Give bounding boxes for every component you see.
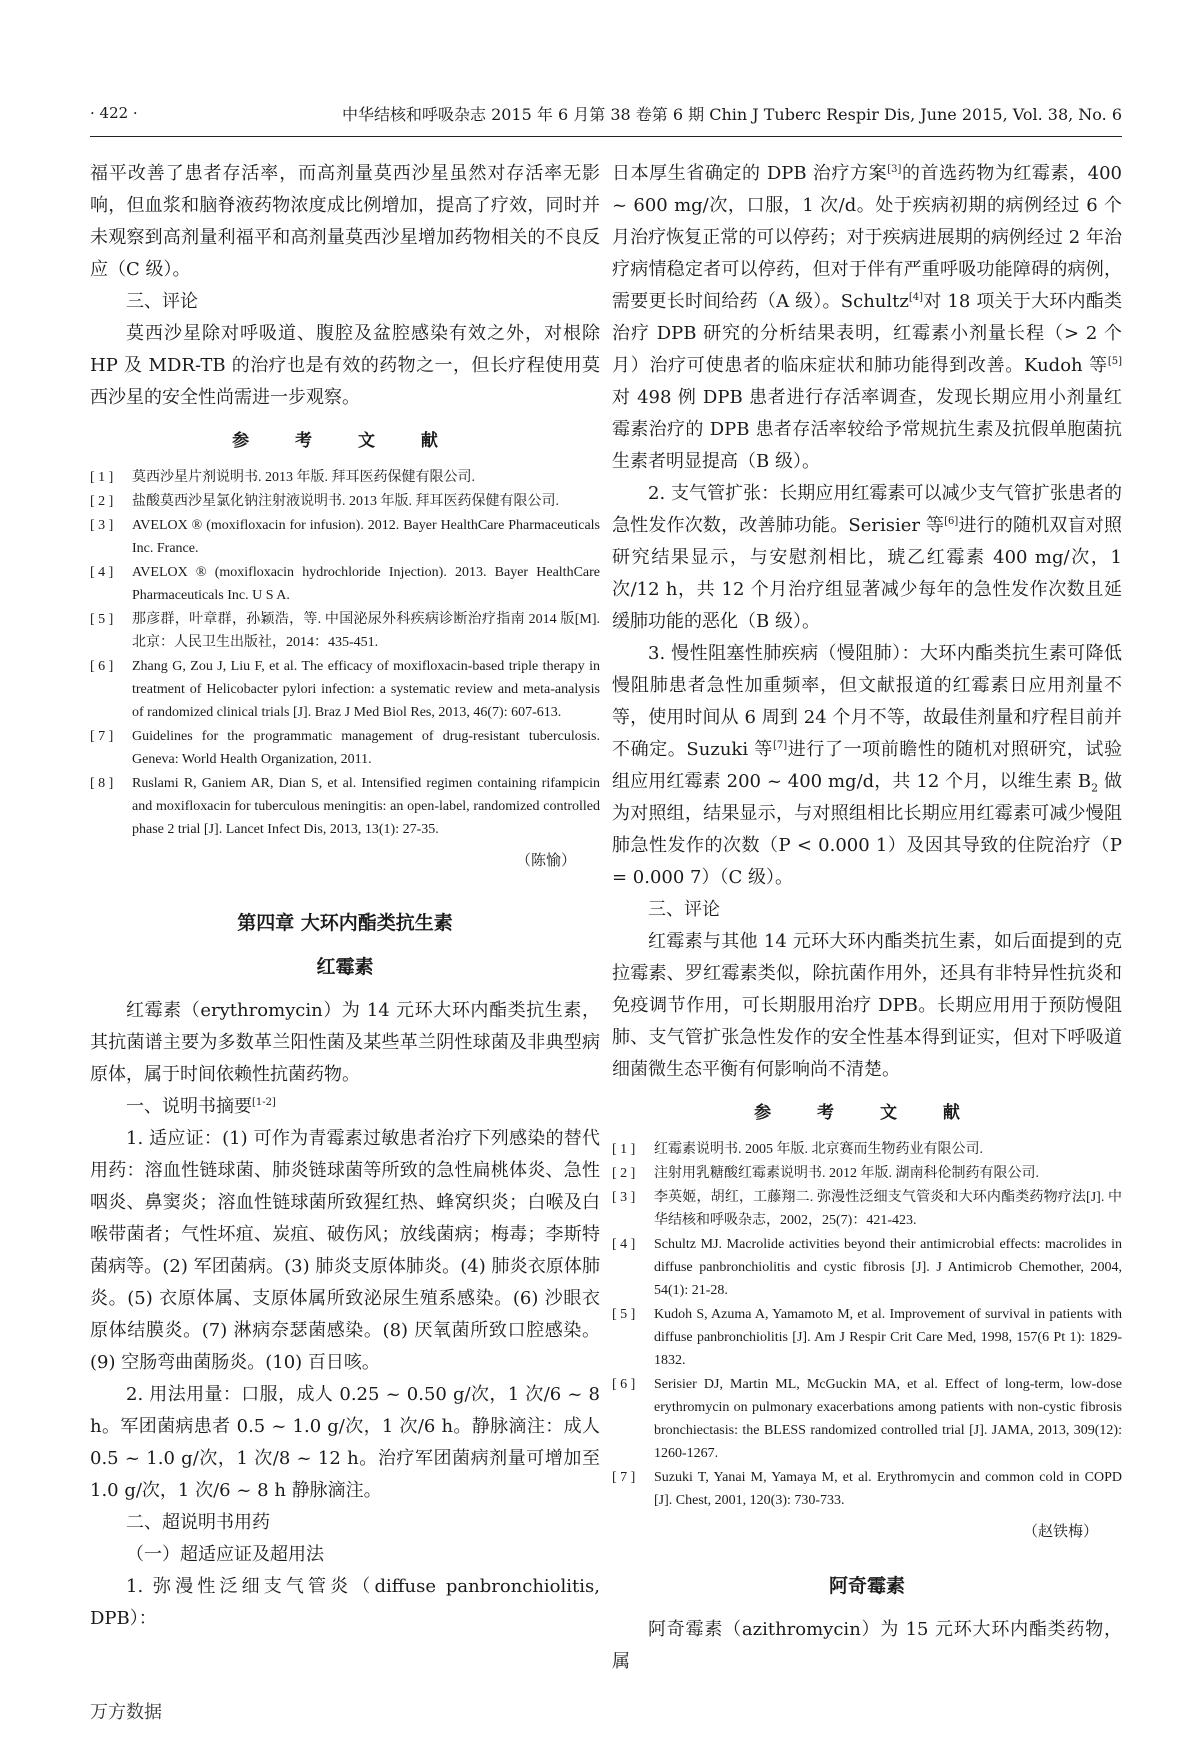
reference-list bbox=[90, 466, 600, 841]
paragraph: 福平改善了患者存活率，而高剂量莫西沙星虽然对存活率无影响，但血浆和脑脊液药物浓度成比例增加，提高了疗效，同时并未观察到高剂量利福平和高剂量莫西沙星增加药物相关的不良反应（C 级）。 bbox=[90, 163, 600, 280]
right-column bbox=[612, 158, 1122, 1678]
paragraph: 日本厚生省确定的 DPB 治疗方案[3]的首选药物为红霉素，400 ~ 600 mg/次，口服，1 次/d。处于疾病初期的病例经过 6 个月治疗恢复正常的可以停药；对于疾病进展期的病例经过 2 年治疗病情稳定者可以停药，但对于伴有严重呼吸功能障碍的病例，需要更长时间给药（A 级）。Schultz[4]对 18 项关于大环内酯类治疗 DPB 研究的分析结果表明，红霉素小剂量长程（> 2 个月）治疗可使患者的临床症状和肺功能得到改善。Kudoh 等[5]对 498 例 DPB 患者进行存活率调查，发现长期应用小剂量红霉素治疗的 DPB 患者存活率较给予常规抗生素及抗假单胞菌抗生素者明显提高（B 级）。 bbox=[612, 163, 1123, 472]
subsection-heading: （一）超适应证及超用法 bbox=[126, 1544, 324, 1565]
paragraph: 2. 用法用量：口服，成人 0.25 ~ 0.50 g/次，1 次/6 ~ 8 h。军团菌病患者 0.5 ~ 1.0 g/次，1 次/6 h。静脉滴注：成人 0.5 ~ 1.0 g/次，1 次/8 ~ 12 h。治疗军团菌病剂量可增加至 1.0 g/次，1 次/6 ~ 8 h 静脉滴注。 bbox=[90, 1384, 600, 1501]
left-column bbox=[90, 158, 600, 1635]
reference-item: [ 6 ] Zhang G, Zou J, Liu F, et al. The efficacy of moxifloxacin-based triple therapy in treatment of Helicobacter pylori infection: a systematic review and meta-analysis of randomized clinical trials [J]. Braz J Med Biol Res, 2013, 46(7): 607-613. bbox=[90, 659, 600, 720]
reference-item: [ 1 ] 莫西沙星片剂说明书. 2013 年版. 拜耳医药保健有限公司. bbox=[90, 470, 475, 485]
section-heading: 三、评论 bbox=[126, 291, 198, 312]
reference-item: [ 6 ] Serisier DJ, Martin ML, McGuckin MA, et al. Effect of long-term, low-dose erythromycin on pulmonary exacerbations among patients with non-cystic fibrosis bronchiectasis: the BLESS randomized controlled trial [J]. JAMA, 2013, 309(12): 1260-1267. bbox=[612, 1377, 1122, 1461]
reference-item: [ 4 ] Schultz MJ. Macrolide activities beyond their antimicrobial effects: macrolides in diffuse panbronchiolitis and cystic fibrosis [J]. J Antimicrob Chemother, 2004, 54(1): 21-28. bbox=[612, 1237, 1122, 1298]
reference-item: [ 2 ] 盐酸莫西沙星氯化钠注射液说明书. 2013 年版. 拜耳医药保健有限公司. bbox=[90, 494, 559, 509]
reference-list bbox=[612, 1138, 1122, 1512]
section-heading: 一、说明书摘要[1-2] bbox=[126, 1096, 276, 1117]
reference-item: [ 8 ] Ruslami R, Ganiem AR, Dian S, et al. Intensified regimen containing rifampicin and moxifloxacin for tuberculous meningitis: an open-label, randomized controlled phase 2 trial [J]. Lancet Infect Dis, 2013, 13(1): 27-35. bbox=[90, 776, 600, 837]
journal-citation: 中华结核和呼吸杂志 2015 年 6 月第 38 卷第 6 期 Chin J Tuberc Respir Dis, June 2015, Vol. 38, No. 6 bbox=[341, 105, 1122, 124]
paragraph: 1. 弥漫性泛细支气管炎（diffuse panbronchiolitis, DPB）： bbox=[90, 1576, 600, 1629]
references-title: 参 考 文 献 bbox=[754, 1103, 980, 1123]
reference-item: [ 7 ] Guidelines for the programmatic management of drug-resistant tuberculosis. Geneva: World Health Organization, 2011. bbox=[90, 729, 600, 767]
section-heading: 三、评论 bbox=[648, 899, 720, 920]
paragraph: 2. 支气管扩张：长期应用红霉素可以减少支气管扩张患者的急性发作次数，改善肺功能。Serisier 等[6]进行的随机双盲对照研究结果显示，与安慰剂相比，琥乙红霉素 400 mg/次，1 次/12 h，共 12 个月治疗组显著减少每年的急性发作次数且延缓肺功能的恶化（B 级）。 bbox=[612, 483, 1122, 632]
paragraph: 红霉素（erythromycin）为 14 元环大环内酯类抗生素，其抗菌谱主要为多数革兰阳性菌及某些革兰阴性球菌及非典型病原体，属于时间依赖性抗菌药物。 bbox=[90, 1000, 600, 1085]
reference-item: [ 2 ] 注射用乳糖酸红霉素说明书. 2012 年版. 湖南科伦制药有限公司. bbox=[612, 1166, 1039, 1181]
reference-item: [ 4 ] AVELOX ® (moxifloxacin hydrochloride Injection). 2013. Bayer HealthCare Pharmaceuticals Inc. U S A. bbox=[90, 565, 600, 603]
reference-item: [ 5 ] 那彦群，叶章群，孙颖浩，等. 中国泌尿外科疾病诊断治疗指南 2014 版[M]. 北京：人民卫生出版社，2014：435-451. bbox=[90, 612, 600, 650]
drug-title: 阿奇霉素 bbox=[828, 1575, 905, 1597]
section-author: （赵铁梅） bbox=[1022, 1522, 1098, 1540]
header-rule bbox=[90, 136, 1122, 137]
section-heading: 二、超说明书用药 bbox=[126, 1512, 270, 1533]
paragraph: 红霉素与其他 14 元环大环内酯类抗生素，如后面提到的克拉霉素、罗红霉素类似，除抗菌作用外，还具有非特异性抗炎和免疫调节作用，可长期服用治疗 DPB。长期应用用于预防慢阻肺、支气管扩张急性发作的安全性基本得到证实，但对下呼吸道细菌微生态平衡有何影响尚不清楚。 bbox=[612, 931, 1122, 1080]
reference-item: [ 7 ] Suzuki T, Yanai M, Yamaya M, et al. Erythromycin and common cold in COPD [J]. Chest, 2001, 120(3): 730-733. bbox=[612, 1470, 1122, 1508]
reference-item: [ 5 ] Kudoh S, Azuma A, Yamamoto M, et al. Improvement of survival in patients with diffuse panbronchiolitis [J]. Am J Respir Crit Care Med, 1998, 157(6 Pt 1): 1829-1832. bbox=[612, 1307, 1122, 1368]
drug-title: 红霉素 bbox=[316, 956, 374, 978]
references-title: 参 考 文 献 bbox=[232, 431, 458, 451]
section-author: （陈愉） bbox=[515, 851, 576, 869]
page-header bbox=[90, 100, 1122, 134]
paragraph: 3. 慢性阻塞性肺疾病（慢阻肺）：大环内酯类抗生素可降低慢阻肺患者急性加重频率，但文献报道的红霉素日应用剂量不等，使用时间从 6 周到 24 个月不等，故最佳剂量和疗程目前并不确定。Suzuki 等[7]进行了一项前瞻性的随机对照研究，试验组应用红霉素 200 ~ 400 mg/d，共 12 个月，以维生素 $B_2$ 做为对照组，结果显示，与对照组相比长期应用红霉素可减少慢阻肺急性发作的次数（P < 0.000 1）及因其导致的住院治疗（P = 0.000 7）（C 级）。 bbox=[612, 643, 1122, 888]
watermark-footer: 万方数据 bbox=[90, 1702, 162, 1723]
reference-item: [ 3 ] AVELOX ® (moxifloxacin for infusion). 2012. Bayer HealthCare Pharmaceuticals Inc. France. bbox=[90, 518, 600, 556]
reference-item: [ 3 ] 李英姬，胡红，工藤翔二. 弥漫性泛细支气管炎和大环内酯类药物疗法[J]. 中华结核和呼吸杂志，2002，25(7)：421-423. bbox=[612, 1190, 1122, 1228]
paragraph: 莫西沙星除对呼吸道、腹腔及盆腔感染有效之外，对根除 HP 及 MDR-TB 的治疗也是有效的药物之一，但长疗程使用莫西沙星的安全性尚需进一步观察。 bbox=[90, 323, 600, 408]
paragraph: 阿奇霉素（azithromycin）为 15 元环大环内酯类药物，属 bbox=[612, 1619, 1122, 1672]
paragraph: 1. 适应证：(1) 可作为青霉素过敏患者治疗下列感染的替代用药：溶血性链球菌、肺炎链球菌等所致的急性扁桃体炎、急性咽炎、鼻窦炎；溶血性链球菌所致猩红热、蜂窝织炎；白喉及白喉带菌者；气性坏疽、炭疽、破伤风；放线菌病；梅毒；李斯特菌病等。(2) 军团菌病。(3) 肺炎支原体肺炎。(4) 肺炎衣原体肺炎。(5) 衣原体属、支原体属所致泌尿生殖系感染。(6) 沙眼衣原体结膜炎。(7) 淋病奈瑟菌感染。(8) 厌氧菌所致口腔感染。(9) 空肠弯曲菌肠炎。(10) 百日咳。 bbox=[90, 1128, 600, 1373]
page-number: · 422 · bbox=[90, 104, 138, 122]
reference-item: [ 1 ] 红霉素说明书. 2005 年版. 北京赛而生物药业有限公司. bbox=[612, 1142, 983, 1157]
chapter-title: 第四章 大环内酯类抗生素 bbox=[237, 912, 453, 934]
